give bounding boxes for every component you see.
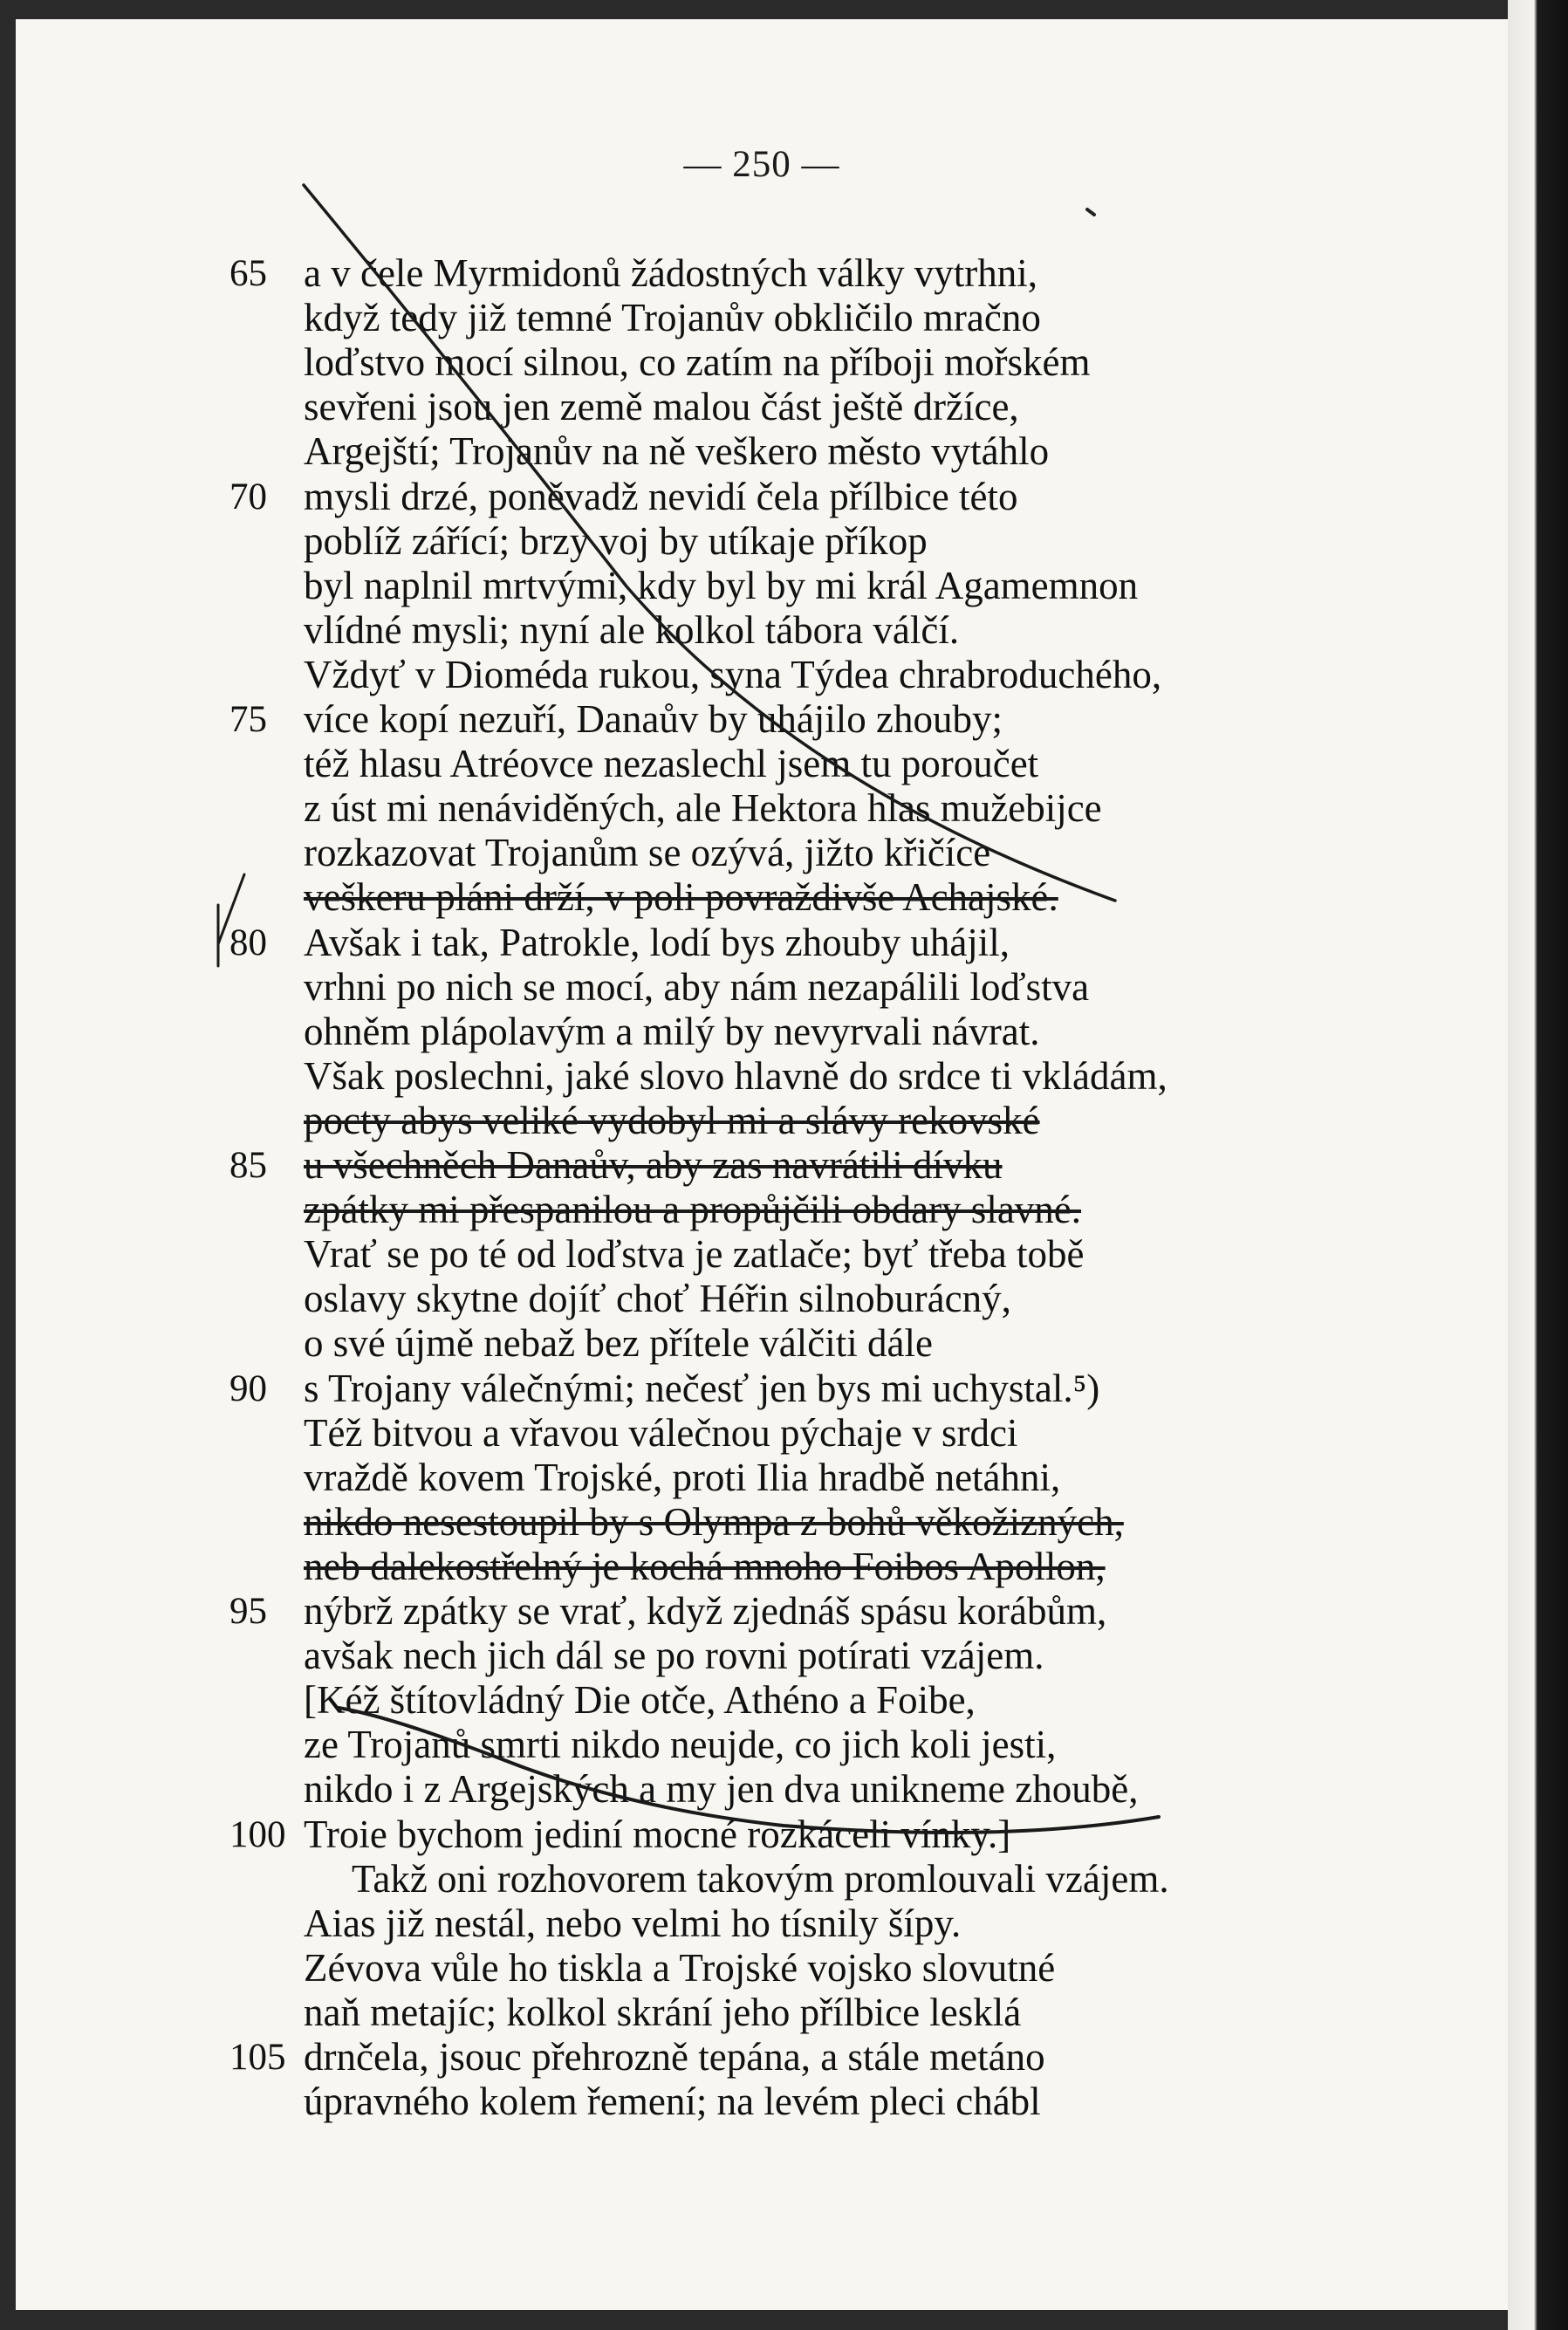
- verse-line: [Kéž štítovládný Die otče, Athéno a Foibe,: [304, 1678, 976, 1723]
- verse-line: loďstvo mocí silnou, co zatím na příboji mořském: [304, 340, 1091, 385]
- verse-line: a v čele Myrmidonů žádostných války vytrhni,: [304, 251, 1038, 295]
- verse-line: úpravného kolem řemení; na levém pleci chábl: [304, 2080, 1041, 2124]
- verse-line: zpátky mi přespanilou a propůjčili obdary slavné.: [304, 1188, 1082, 1232]
- line-number: 90: [229, 1367, 267, 1409]
- verse-line: pocty abys veliké vydobyl mi a slávy rekovské: [304, 1098, 1040, 1142]
- verse-line: nýbrž zpátky se vrať, když zjednáš spásu korábům,: [304, 1589, 1107, 1633]
- page-number: — 250 —: [683, 144, 840, 185]
- margin-bracket-mark: [218, 874, 244, 966]
- bracket-pencil-stroke: [339, 1708, 1159, 1833]
- verse-line: poblíž zářící; brzy voj by utíkaje příkop: [304, 518, 928, 563]
- verse-line: s Trojany válečnými; nečesť jen bys mi uchystal.⁵): [304, 1366, 1100, 1410]
- verse-line: naň metajíc; kolkol skrání jeho přílbice lesklá: [304, 1990, 1022, 2034]
- verse-line: z úst mi nenáviděných, ale Hektora hlas mužebijce: [304, 786, 1102, 831]
- book-page: [16, 19, 1508, 2310]
- verse-line: když tedy již temné Trojanův obkličilo mračno: [304, 296, 1041, 340]
- verse-line: Zévova vůle ho tiskla a Trojské vojsko slovutné: [304, 1945, 1056, 1990]
- verse-line: též hlasu Atréovce nezaslechl jsem tu poroučet: [304, 742, 1039, 786]
- verse-line: Však poslechni, jaké slovo hlavně do srdce ti vkládám,: [304, 1053, 1167, 1098]
- verse-line: ze Trojanů smrti nikdo neujde, co jich koli jesti,: [304, 1723, 1057, 1767]
- verse-line: rozkazovat Trojanům se ozývá, jižto křičíce: [304, 831, 991, 875]
- verse-line: Troie bychom jediní mocné rozkáceli vínky.]: [304, 1812, 1011, 1856]
- verse-line: Aias již nestál, nebo velmi ho tísnily šípy.: [304, 1901, 962, 1945]
- pencil-dot: [1087, 209, 1094, 215]
- verse-line: ohněm plápolavým a milý by nevyrvali návrat.: [304, 1009, 1040, 1053]
- pencil-annotations: [16, 19, 1508, 2310]
- verse-line: Vrať se po té od loďstva je zatlače; byť třeba tobě: [304, 1232, 1085, 1277]
- verse-line: Avšak i tak, Patrokle, lodí bys zhouby uhájil,: [304, 920, 1010, 964]
- verse-line: vlídné mysli; nyní ale kolkol tábora válčí.: [304, 607, 960, 652]
- line-number: 105: [229, 2037, 286, 2078]
- verse-line: Takž oni rozhovorem takovým promlouvali vzájem.: [352, 1856, 1169, 1901]
- adjacent-page-edge: [1508, 0, 1568, 2330]
- line-number: 75: [229, 699, 267, 740]
- verse-line: nikdo nesestoupil by s Olympa z bohů věkožizných,: [304, 1499, 1124, 1544]
- verse-line: veškeru pláni drží, v poli povraždivše Achajské.: [304, 875, 1058, 920]
- line-number: 100: [229, 1813, 286, 1855]
- verse-line: nikdo i z Argejských a my jen dva unikneme zhoubě,: [304, 1767, 1139, 1812]
- verse-line: více kopí nezuří, Danaův by uhájilo zhouby;: [304, 697, 1003, 741]
- line-number: 65: [229, 253, 267, 294]
- verse-line: neb dalekostřelný je kochá mnoho Foibos Apollon,: [304, 1544, 1106, 1588]
- line-number: 85: [229, 1145, 267, 1186]
- verse-line: Vždyť v Dioméda rukou, syna Týdea chrabroduchého,: [304, 652, 1162, 696]
- verse-line: o své újmě nebaž bez přítele válčiti dále: [304, 1321, 933, 1366]
- verse-line: Též bitvou a vřavou válečnou pýchaje v srdci: [304, 1410, 1018, 1455]
- verse-line: byl naplnil mrtvými, kdy byl by mi král Agamemnon: [304, 563, 1139, 607]
- verse-line: vrhni po nich se mocí, aby nám nezapálili loďstva: [304, 964, 1090, 1009]
- verse-line: u všechněch Danaův, aby zas navrátili dívku: [304, 1143, 1003, 1187]
- verse-line: Argejští; Trojanův na ně veškero město vytáhlo: [304, 429, 1050, 474]
- verse-line: mysli drzé, poněvadž nevidí čela přílbice této: [304, 474, 1018, 518]
- line-number: 70: [229, 476, 267, 517]
- diagonal-pencil-stroke: [304, 185, 1115, 901]
- verse-line: vraždě kovem Trojské, proti Ilia hradbě netáhni,: [304, 1455, 1061, 1499]
- verse-line: sevřeni jsou jen země malou část ještě držíce,: [304, 385, 1019, 429]
- line-number: 80: [229, 922, 267, 963]
- verse-line: oslavy skytne dojíť choť Héřin silnoburácný,: [304, 1277, 1011, 1321]
- line-number: 95: [229, 1591, 267, 1632]
- verse-line: avšak nech jich dál se po rovni potírati vzájem.: [304, 1634, 1044, 1678]
- verse-line: drnčela, jsouc přehrozně tepána, a stále metáno: [304, 2035, 1045, 2079]
